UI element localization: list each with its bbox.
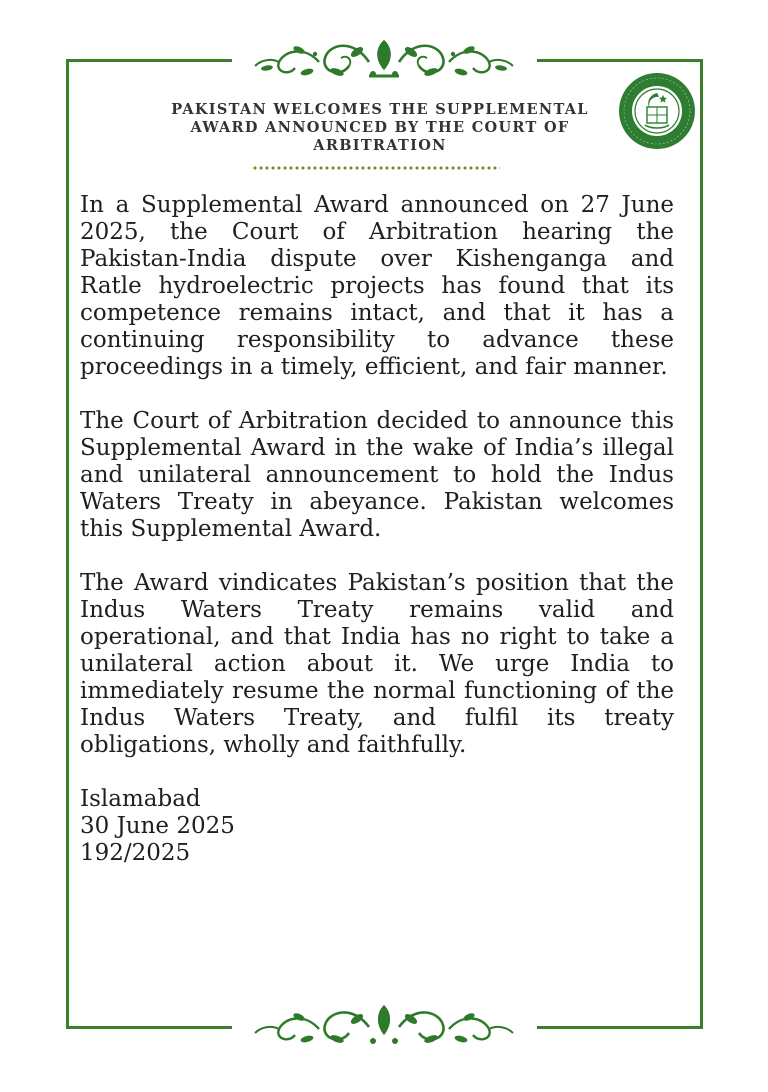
paragraph-1: In a Supplemental Award announced on 27 June 2025, the Court of Arbitration hearing the Pakistan-India dispute over Kishenganga and Ratle hydroelectric projects has found that its competence remains intact, and that it has a continuing responsibility to advance these proceedings in a timely, efficient, and fair manner. [80,192,674,380]
signature-block [80,786,674,867]
frame-top-left-border [66,59,232,62]
bottom-ornament-icon [249,999,519,1055]
signature-place: Islamabad [80,786,201,812]
frame-left-border [66,59,69,1029]
signature-date: 30 June 2025 [80,813,235,839]
frame-top-right-border [537,59,703,62]
page-title: PAKISTAN WELCOMES THE SUPPLEMENTAL AWARD ANNOUNCED BY THE COURT OF ARBITRATION [171,101,589,154]
press-release-body [80,192,674,867]
top-ornament-icon [249,32,519,88]
paragraph-3: The Award vindicates Pakistan’s position that the Indus Waters Treaty remains valid and operational, and that India has no right to take a unilateral action about it. We urge India to immediately resume the normal functioning of the Indus Waters Treaty, and fulfil its treaty obligations, wholly and faithfully. [80,570,674,758]
frame-bottom-left-border [66,1026,232,1029]
ministry-seal-icon [617,71,697,151]
frame-right-border [700,59,703,1029]
signature-reference: 192/2025 [80,840,191,866]
dotted-divider [252,166,500,170]
paragraph-2: The Court of Arbitration decided to announce this Supplemental Award in the wake of India’s illegal and unilateral announcement to hold the Indus Waters Treaty in abeyance. Pakistan welcomes this Supplemental Award. [80,408,674,542]
frame-bottom-right-border [537,1026,703,1029]
